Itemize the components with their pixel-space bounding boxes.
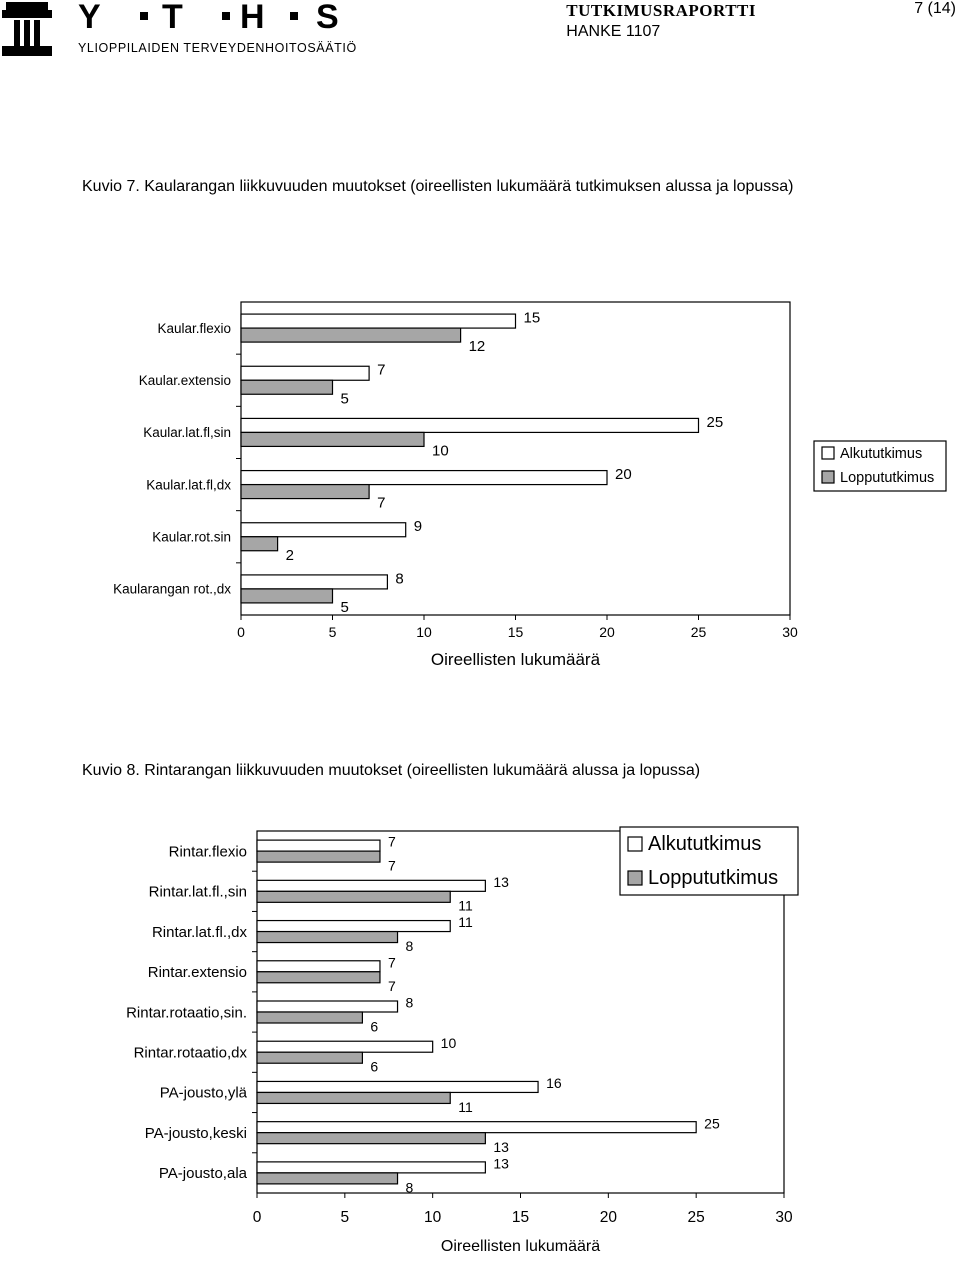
data-label: 6 xyxy=(370,1018,379,1035)
logo-letter: T xyxy=(162,0,183,36)
data-label: 8 xyxy=(405,994,414,1011)
category-label: Kaular.flexio xyxy=(157,320,231,336)
data-label: 5 xyxy=(340,598,349,616)
category-label: PA-jousto,ala xyxy=(158,1165,247,1183)
legend-label: Alkututkimus xyxy=(840,446,923,462)
category-label: Kaular.lat.fl,sin xyxy=(143,425,231,441)
bar-loppu xyxy=(241,589,333,603)
data-label: 10 xyxy=(432,442,449,460)
data-label: 16 xyxy=(546,1075,562,1092)
legend-swatch xyxy=(628,871,642,885)
bar-loppu xyxy=(257,851,380,862)
report-title: TUTKIMUSRAPORTTI xyxy=(566,1,756,20)
data-label: 7 xyxy=(387,833,396,850)
bar-loppu xyxy=(241,537,278,551)
legend-swatch xyxy=(822,447,834,459)
chart-kaularanka xyxy=(0,290,960,710)
data-label: 7 xyxy=(387,954,396,971)
category-label: PA-jousto,keski xyxy=(144,1124,247,1142)
legend-label: Alkututkimus xyxy=(648,833,762,855)
bar-loppu xyxy=(257,932,398,943)
data-label: 8 xyxy=(395,570,404,588)
logo-wordmark xyxy=(78,0,357,55)
x-tick-label: 10 xyxy=(416,624,432,640)
bar-loppu xyxy=(257,891,450,902)
x-tick-label: 10 xyxy=(424,1209,442,1226)
bar-loppu xyxy=(257,972,380,983)
bar-alku xyxy=(257,1041,433,1052)
legend-swatch xyxy=(822,471,834,483)
data-label: 13 xyxy=(493,873,509,890)
bar-loppu xyxy=(241,328,461,342)
data-label: 10 xyxy=(440,1034,457,1051)
x-axis-title: Oireellisten lukumäärä xyxy=(430,650,601,669)
data-label: 7 xyxy=(377,494,386,512)
bar-loppu xyxy=(257,1092,450,1103)
legend-swatch xyxy=(628,837,642,851)
x-tick-label: 30 xyxy=(782,624,798,640)
data-label: 11 xyxy=(458,897,473,914)
data-label: 15 xyxy=(523,309,541,327)
category-label: Rintar.lat.fl.,sin xyxy=(148,883,247,901)
bar-loppu xyxy=(257,1052,362,1063)
logo-subtitle: YLIOPPILAIDEN TERVEYDENHOITOSÄÄTIÖ xyxy=(78,41,357,55)
column-logo-icon xyxy=(2,2,52,56)
x-tick-label: 0 xyxy=(237,624,245,640)
data-label: 8 xyxy=(405,937,414,954)
page-number: 7 (14) xyxy=(914,0,956,17)
bar-loppu xyxy=(241,380,333,394)
chart-rintaranka xyxy=(0,813,960,1263)
x-tick-label: 20 xyxy=(599,624,615,640)
bar-alku xyxy=(241,471,607,485)
category-label: Kaular.extensio xyxy=(138,372,231,388)
legend-label: Loppututkimus xyxy=(648,867,779,889)
data-label: 8 xyxy=(405,1179,414,1196)
logo-letter: S xyxy=(316,0,339,36)
bar-alku xyxy=(257,921,450,932)
bar-alku xyxy=(241,314,516,328)
x-tick-label: 5 xyxy=(340,1209,350,1226)
bar-alku xyxy=(241,523,406,537)
x-tick-label: 15 xyxy=(507,624,524,640)
bar-loppu xyxy=(257,1133,485,1144)
bar-alku xyxy=(257,1001,398,1012)
figure-caption-8: Kuvio 8. Rintarangan liikkuvuuden muutokset (oireellisten lukumäärä alussa ja lopussa) xyxy=(82,762,701,779)
bar-alku xyxy=(257,880,485,891)
report-header xyxy=(566,0,756,42)
report-project: HANKE 1107 xyxy=(566,23,661,40)
logo-letter: H xyxy=(240,0,265,36)
category-label: Kaular.rot.sin xyxy=(152,529,231,545)
bar-alku xyxy=(241,366,369,380)
data-label: 20 xyxy=(615,465,632,483)
logo-letter: Y xyxy=(78,0,101,36)
data-label: 7 xyxy=(387,978,396,995)
data-label: 2 xyxy=(285,546,294,564)
bar-loppu xyxy=(257,1012,362,1023)
bar-loppu xyxy=(241,485,369,499)
bar-loppu xyxy=(257,1173,398,1184)
yths-logo xyxy=(0,0,370,60)
bar-alku xyxy=(257,1162,485,1173)
data-label: 7 xyxy=(377,361,386,379)
data-label: 11 xyxy=(458,1098,473,1115)
x-tick-label: 25 xyxy=(690,624,707,640)
x-tick-label: 5 xyxy=(328,624,337,640)
category-label: Kaular.lat.fl,dx xyxy=(146,477,231,493)
data-label: 13 xyxy=(493,1139,509,1156)
bar-alku xyxy=(257,840,380,851)
x-tick-label: 30 xyxy=(775,1209,793,1226)
category-label: Kaularangan rot.,dx xyxy=(113,581,231,597)
data-label: 9 xyxy=(413,518,423,536)
category-label: Rintar.flexio xyxy=(168,843,247,861)
data-label: 11 xyxy=(458,914,473,931)
data-label: 25 xyxy=(706,413,724,431)
data-label: 25 xyxy=(704,1115,720,1132)
x-tick-label: 25 xyxy=(687,1209,705,1226)
figure-caption-7: Kuvio 7. Kaularangan liikkuvuuden muutokset (oireellisten lukumäärä tutkimuksen alussa ja lopussa) xyxy=(82,178,794,195)
category-label: Rintar.rotaatio,dx xyxy=(133,1044,247,1062)
plot-area xyxy=(241,302,790,615)
data-label: 5 xyxy=(340,390,349,408)
bar-loppu xyxy=(241,432,424,446)
x-tick-label: 0 xyxy=(252,1209,262,1226)
data-label: 13 xyxy=(493,1155,509,1172)
category-label: Rintar.rotaatio,sin. xyxy=(126,1004,247,1022)
category-label: Rintar.extensio xyxy=(147,964,247,982)
data-label: 7 xyxy=(387,857,396,874)
category-label: Rintar.lat.fl.,dx xyxy=(151,923,247,941)
bar-alku xyxy=(241,418,699,432)
x-tick-label: 15 xyxy=(511,1209,530,1226)
legend-label: Loppututkimus xyxy=(840,470,935,486)
bar-alku xyxy=(257,1122,696,1133)
bar-alku xyxy=(241,575,387,589)
data-label: 12 xyxy=(468,338,486,356)
x-tick-label: 20 xyxy=(599,1209,617,1226)
category-label: PA-jousto,ylä xyxy=(159,1084,247,1102)
x-axis-title: Oireellisten lukumäärä xyxy=(440,1238,601,1255)
bar-alku xyxy=(257,961,380,972)
bar-alku xyxy=(257,1081,538,1092)
data-label: 6 xyxy=(370,1058,379,1075)
